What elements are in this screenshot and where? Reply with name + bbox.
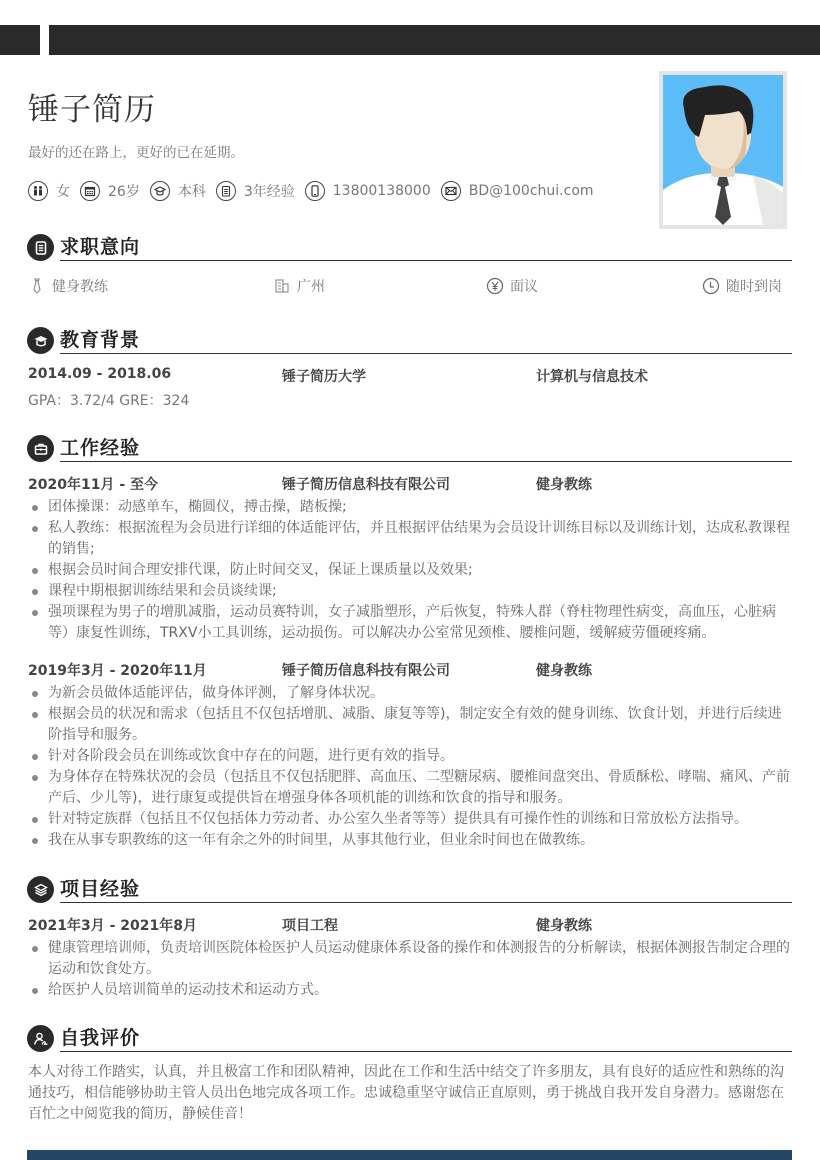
work-period: 2019年3月 - 2020年11月 [28,663,207,679]
work-company: 锤子简历信息科技有限公司 [282,663,450,679]
education-entry-header [28,366,792,386]
graduation-cap-icon [150,181,170,201]
mail-icon [441,181,461,201]
self-evaluation-text: 本人对待工作踏实，认真，并且极富工作和团队精神，因此在工作和生活中结交了许多朋友，具有良好的适应性和熟练的沟通技巧，相信能够协助主管人员出色地完成各项工作。忠诚稳重坚守诚信正直原则，勇于挑战自我开发自身潜力。感谢您在百忙之中阅览我的简历，静候佳音！ [28,1064,784,1122]
project-role: 健身教练 [536,918,592,934]
job-intent-row [28,276,792,298]
section-header-intent [27,232,792,261]
yen-icon [486,277,504,295]
list-item: 针对特定族群（包括且不仅包括体力劳动者、办公室久坐者等等）提供具有可操作性的训练和日常放松方法指导。 [28,809,792,830]
section-header-education [27,325,792,354]
info-experience [216,181,295,201]
intent-city-text: 广州 [297,279,325,295]
work-entry-2-header [28,660,792,680]
list-item: 团体操课：动感单车，椭圆仪，搏击操，踏板操; [28,497,792,518]
info-phone-text: 13800138000 [332,183,431,199]
personal-info-row [28,181,604,201]
education-major: 计算机与信息技术 [536,369,648,385]
list-item: 为新会员做体适能评估，做身体评测，了解身体状况。 [28,683,792,704]
intent-availability [702,276,782,296]
list-item: 强项课程为男子的增肌减脂，运动员赛特训，女子减脂塑形，产后恢复，特殊人群（脊柱物理性病变，高血压，心脏病等）康复性训练，TRXV小工具训练，运动损伤。可以解决办公室常见颈椎、腰椎问题，缓解疲劳僵硬疼痛。 [28,602,792,644]
motto: 最好的还在路上，更好的已在延期。 [28,145,244,161]
work-entry-2-duties [28,683,792,851]
section-header-work [27,433,792,462]
graduation-cap-icon [27,327,54,354]
list-item: 私人教练：根据流程为会员进行详细的体适能评估，并且根据评估结果为会员设计训练目标以及训练计划，达成私教课程的销售; [28,518,792,560]
profile-photo [659,71,787,229]
list-item: 健康管理培训师，负责培训医院体检医护人员运动健康体系设备的操作和体测报告的分析解读，根据体测报告制定合理的运动和饮食处方。 [28,938,792,980]
gender-icon [28,181,48,201]
info-email-text: BD@100chui.com [468,183,594,199]
info-degree-text: 本科 [177,184,206,200]
building-icon [273,277,291,295]
info-experience-text: 3年经验 [243,184,295,200]
project-entry-header [28,915,792,935]
info-degree [150,181,206,201]
list-item: 给医护人员培训简单的运动技术和运动方式。 [28,980,792,1001]
work-role: 健身教练 [536,477,592,493]
project-period: 2021年3月 - 2021年8月 [28,918,197,934]
section-header-self-evaluation [27,1023,792,1052]
resume-name: 锤子简历 [28,92,156,128]
work-role: 健身教练 [536,663,592,679]
layers-icon [27,876,54,903]
phone-icon [305,181,325,201]
list-item: 为身体存在特殊状况的会员（包括且不仅包括肥胖、高血压、二型糖尿病、腰椎间盘突出、骨质酥松、哮喘、痛风、产前产后、少儿等)，进行康复或提供旨在增强身体各项机能的训练和饮食的指导和服务。 [28,767,792,809]
info-phone [305,181,431,201]
avatar [663,75,783,225]
work-entry-1-duties [28,497,792,644]
info-gender [28,181,70,201]
top-bar-right [49,25,820,55]
intent-position [28,276,108,296]
list-item: 课程中期根据训练结果和会员谈续课; [28,581,792,602]
section-title: 教育背景 [60,329,141,351]
list-item: 针对各阶段会员在训练或饮食中存在的问题，进行更有效的指导。 [28,746,792,767]
list-item: 我在从事专职教练的这一年有余之外的时间里，从事其他行业，但业余时间也在做教练。 [28,830,792,851]
tie-icon [28,277,46,295]
work-company: 锤子简历信息科技有限公司 [282,477,450,493]
list-item: 根据会员的状况和需求（包括且不仅包括增肌、减脂、康复等等)，制定安全有效的健身训练、饮食计划，并进行后续进阶指导和服务。 [28,704,792,746]
clipboard-icon [216,181,236,201]
education-school: 锤子简历大学 [282,369,366,385]
section-title: 项目经验 [60,878,141,900]
work-period: 2020年11月 - 至今 [28,477,159,493]
section-title: 求职意向 [60,236,141,258]
intent-availability-text: 随时到岗 [726,279,782,295]
clock-icon [702,277,720,295]
info-age [80,181,140,201]
list-item: 根据会员时间合理安排代课，防止时间交叉，保证上课质量以及效果; [28,560,792,581]
intent-position-text: 健身教练 [52,279,108,295]
work-entry-1-header [28,474,792,494]
section-title: 自我评价 [60,1027,141,1049]
footer-bar [27,1150,792,1160]
info-email [441,181,594,201]
person-sign-icon [27,1025,54,1052]
intent-salary-text: 面议 [510,279,538,295]
briefcase-icon [27,435,54,462]
calendar-icon [80,181,100,201]
info-gender-text: 女 [56,184,70,200]
clipboard-icon [27,234,54,261]
education-period: 2014.09 - 2018.06 [28,366,172,382]
section-title: 工作经验 [60,437,141,459]
info-age-text: 26岁 [108,184,140,200]
intent-salary [486,276,538,296]
project-duties [28,938,792,1001]
section-header-project [27,874,792,903]
intent-city [273,276,325,296]
top-bar-left [0,25,40,55]
project-name: 项目工程 [282,918,338,934]
education-scores: GPA：3.72/4 GRE：324 [28,393,190,409]
